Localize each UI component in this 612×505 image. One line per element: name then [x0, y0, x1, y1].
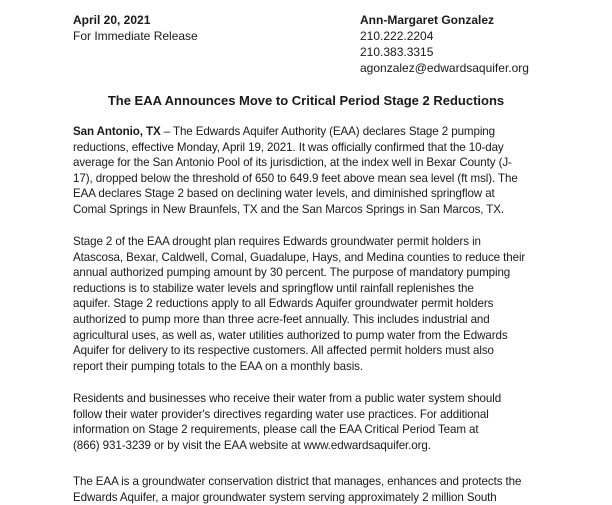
- dateline: San Antonio, TX: [73, 125, 161, 138]
- paragraph-2: [73, 234, 543, 374]
- contact-email: agonzalez@edwardsaquifer.org: [360, 61, 529, 75]
- paragraph-line: Stage 2 of the EAA drought plan requires Edwards groundwater permit holders in: [73, 235, 481, 248]
- paragraph-line: (866) 931-3239 or by visit the EAA website at www.edwardsaquifer.org.: [73, 438, 431, 452]
- release-type: For Immediate Release: [73, 29, 198, 43]
- release-info: [73, 12, 198, 44]
- paragraph-line: Edwards Aquifer, a major groundwater system serving approximately 2 million South: [73, 490, 497, 504]
- paragraph-line: aquifer. Stage 2 reductions apply to all Edwards Aquifer groundwater permit holders: [73, 297, 494, 311]
- paragraph-line: reductions, effective Monday, April 19, 2021. It was officially confirmed that the 10-day: [73, 140, 504, 154]
- paragraph-line: – The Edwards Aquifer Authority (EAA) declares Stage 2 pumping: [160, 125, 495, 138]
- paragraph-line: information on Stage 2 requirements, please call the EAA Critical Period Team at: [73, 423, 479, 437]
- contact-phone-2: 210.383.3315: [360, 45, 434, 59]
- paragraph-line: Aquifer for delivery to its respective customers. All affected permit holders must also: [73, 344, 494, 358]
- paragraph-line: reductions is to stabilize water levels and springflow until rainfall replenishes the: [73, 281, 474, 295]
- paragraph-line: Residents and businesses who receive their water from a public water system should: [73, 392, 502, 405]
- release-date: April 20, 2021: [73, 13, 151, 27]
- paragraph-line: 17), dropped below the threshold of 650 to 649.9 feet above mean sea level (ft msl). The: [73, 171, 518, 185]
- paragraph-line: Atascosa, Bexar, Caldwell, Comal, Guadalupe, Hays, and Medina counties to reduce their: [73, 250, 526, 264]
- paragraph-line: agricultural uses, as well as, water utilities authorized to pump water from the Edwards: [73, 328, 508, 342]
- paragraph-line: report their pumping totals to the EAA on a monthly basis.: [73, 359, 364, 373]
- contact-name: Ann-Margaret Gonzalez: [360, 13, 495, 27]
- paragraph-line: annual authorized pumping amount by 30 percent. The purpose of mandatory pumping: [73, 266, 511, 280]
- contact-phone-1: 210.222.2204: [360, 29, 434, 43]
- paragraph-1-line-0: [73, 124, 543, 140]
- paragraph-line: The EAA is a groundwater conservation district that manages, enhances and protects the: [73, 475, 522, 488]
- paragraph-3: [73, 391, 543, 453]
- paragraph-4: [73, 474, 543, 505]
- paragraph-line: Comal Springs in New Braunfels, TX and the San Marcos Springs in San Marcos, TX.: [73, 202, 505, 216]
- paragraph-line: follow their water provider's directives regarding water use practices. For additional: [73, 407, 489, 421]
- contact-info: [360, 12, 529, 76]
- page-title: The EAA Announces Move to Critical Period Stage 2 Reductions: [107, 93, 505, 108]
- paragraph-line: authorized to pump more than three acre-feet annually. This includes industrial and: [73, 312, 490, 326]
- paragraph-1: [73, 124, 543, 218]
- paragraph-line: EAA declares Stage 2 based on declining water levels, and diminished springflow at: [73, 187, 495, 201]
- paragraph-line: average for the San Antonio Pool of its jurisdiction, at the index well in Bexar County (J-: [73, 156, 512, 170]
